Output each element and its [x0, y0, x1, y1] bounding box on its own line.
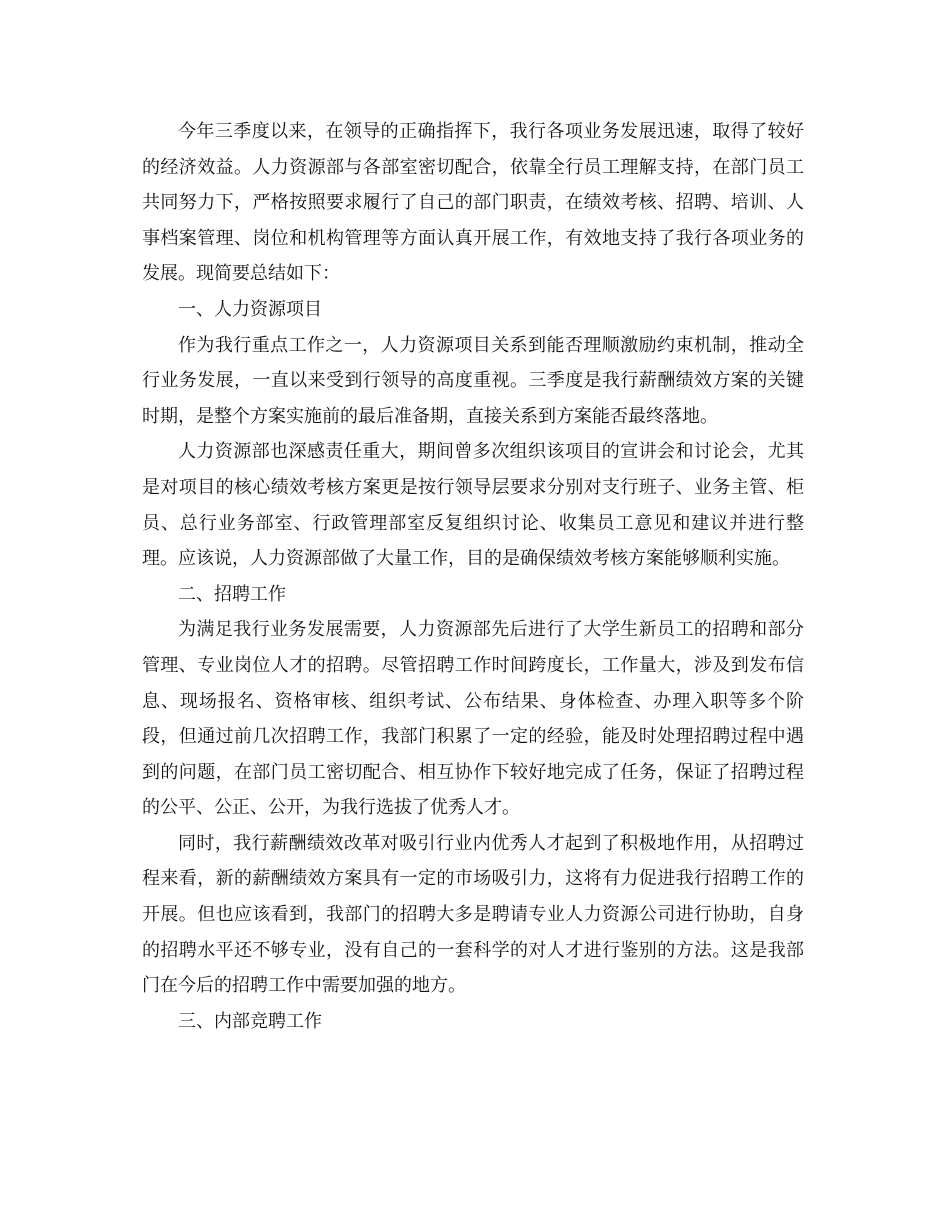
section-heading-recruitment: 二、招聘工作	[178, 583, 286, 605]
paragraph-recruitment: 为满足我行业务发展需要，人力资源部先后进行了大学生新员工的招聘和部分管理、专业岗位人才的招聘。尽管招聘工作时间跨度长，工作量大，涉及到发布信息、现场报名、资格审核、组织考试、公布结果、身体检查、办理入职等多个阶段，但通过前几次招聘工作，我部门积累了一定的经验，能及时处理招聘过程中遇到的问题，在部门员工密切配合、相互协作下较好地完成了任务，保证了招聘过程的公平、公正、公开，为我行选拔了优秀人才。	[142, 619, 804, 819]
paragraph-intro: 今年三季度以来，在领导的正确指挥下，我行各项业务发展迅速，取得了较好的经济效益。人力资源部与各部室密切配合，依靠全行员工理解支持，在部门员工共同努力下，严格按照要求履行了自己的部门职责，在绩效考核、招聘、培训、人事档案管理、岗位和机构管理等方面认真开展工作，有效地支持了我行各项业务的发展。现简要总结如下：	[142, 121, 804, 285]
section-heading-hr-project: 一、人力资源项目	[178, 298, 322, 320]
paragraph-recruitment-reform: 同时，我行薪酬绩效改革对吸引行业内优秀人才起到了积极地作用，从招聘过程来看，新的薪酬绩效方案具有一定的市场吸引力，这将有力促进我行招聘工作的开展。但也应该看到，我部门的招聘大多是聘请专业人力资源公司进行协助，自身的招聘水平还不够专业，没有自己的一套科学的对人才进行鉴别的方法。这是我部门在今后的招聘工作中需要加强的地方。	[142, 832, 804, 997]
paragraph-hr-discussion: 人力资源部也深感责任重大，期间曾多次组织该项目的宣讲会和讨论会，尤其是对项目的核心绩效考核方案更是按行领导层要求分别对支行班子、业务主管、柜员、总行业务部室、行政管理部室反复组织讨论、收集员工意见和建议并进行整理。应该说，人力资源部做了大量工作，目的是确保绩效考核方案能够顺利实施。	[142, 441, 804, 570]
document-page	[142, 114, 804, 1039]
paragraph-hr-project: 作为我行重点工作之一，人力资源项目关系到能否理顺激励约束机制，推动全行业务发展，一直以来受到行领导的高度重视。三季度是我行薪酬绩效方案的关键时期，是整个方案实施前的最后准备期，直接关系到方案能否最终落地。	[142, 334, 804, 427]
section-heading-internal-competition: 三、内部竞聘工作	[178, 1010, 322, 1032]
